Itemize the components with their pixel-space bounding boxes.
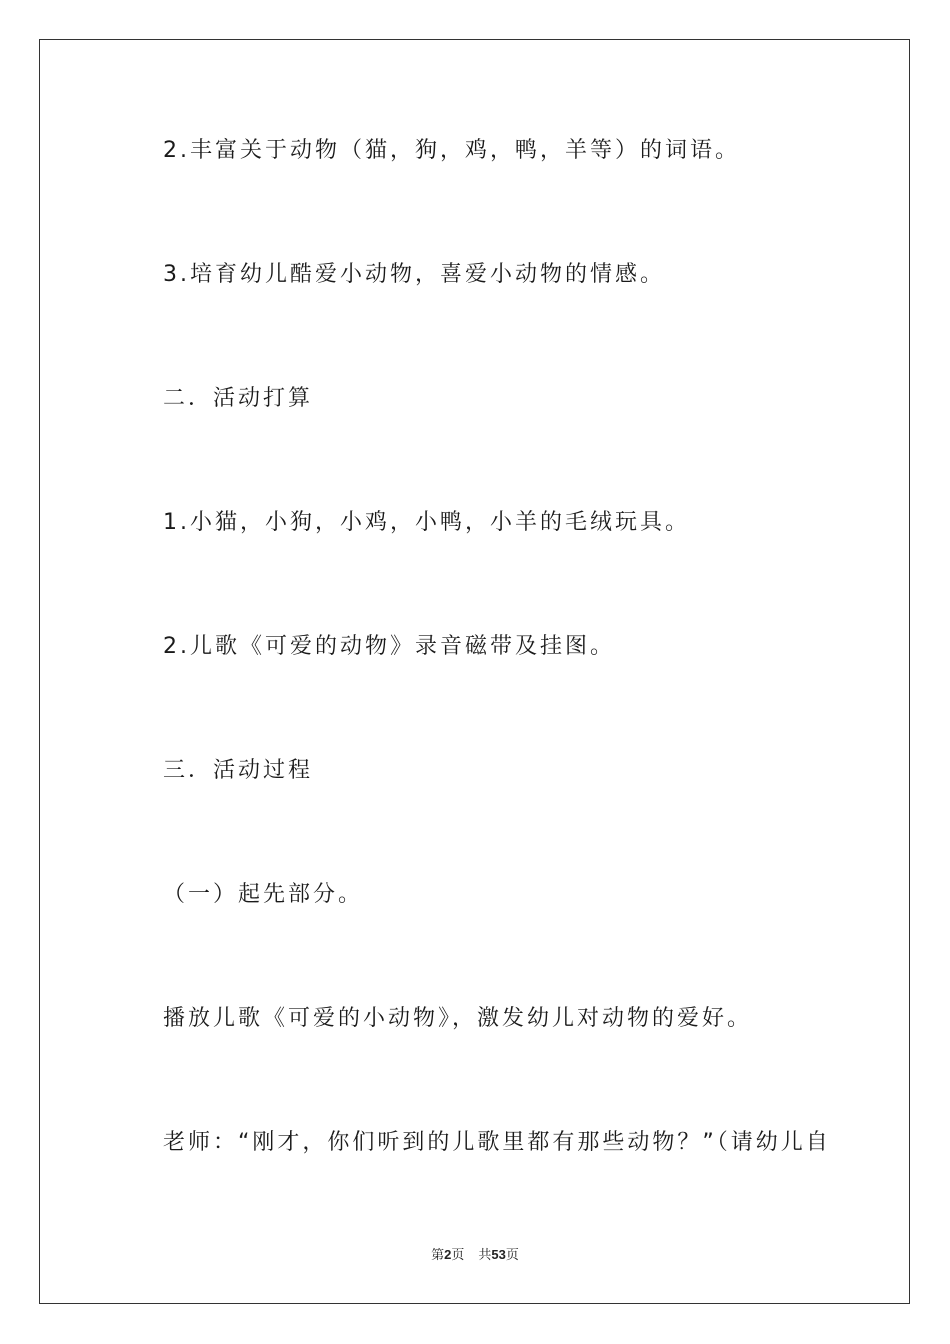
page-footer [0, 1244, 950, 1263]
page-suffix: 页 [451, 1248, 465, 1263]
total-suffix: 页 [505, 1248, 519, 1263]
section-heading-process: 三．活动过程 [163, 758, 314, 783]
text-line-prep-2: 2.儿歌《可爱的动物》录音磁带及挂图。 [163, 634, 615, 659]
text-line-goal-2: 2.丰富关于动物（猫，狗，鸡，鸭，羊等）的词语。 [163, 138, 740, 163]
text-line-goal-3: 3.培育幼儿酷爱小动物，喜爱小动物的情感。 [163, 262, 665, 287]
text-line-teacher-question: 老师：“刚才，你们听到的儿歌里都有那些动物？”（请幼儿自 [163, 1130, 831, 1155]
page-prefix: 第 [431, 1248, 445, 1263]
page-number: 2 [444, 1247, 452, 1262]
text-line-prep-1: 1.小猫，小狗，小鸡，小鸭，小羊的毛绒玩具。 [163, 510, 690, 535]
subsection-heading-opening: （一）起先部分。 [163, 882, 364, 907]
text-line-play-song: 播放儿歌《可爱的小动物》，激发幼儿对动物的爱好。 [163, 1006, 753, 1031]
total-pages: 53 [491, 1247, 506, 1262]
total-prefix: 共 [478, 1248, 492, 1263]
section-heading-preparation: 二．活动打算 [163, 386, 314, 411]
page-border [39, 39, 910, 1304]
